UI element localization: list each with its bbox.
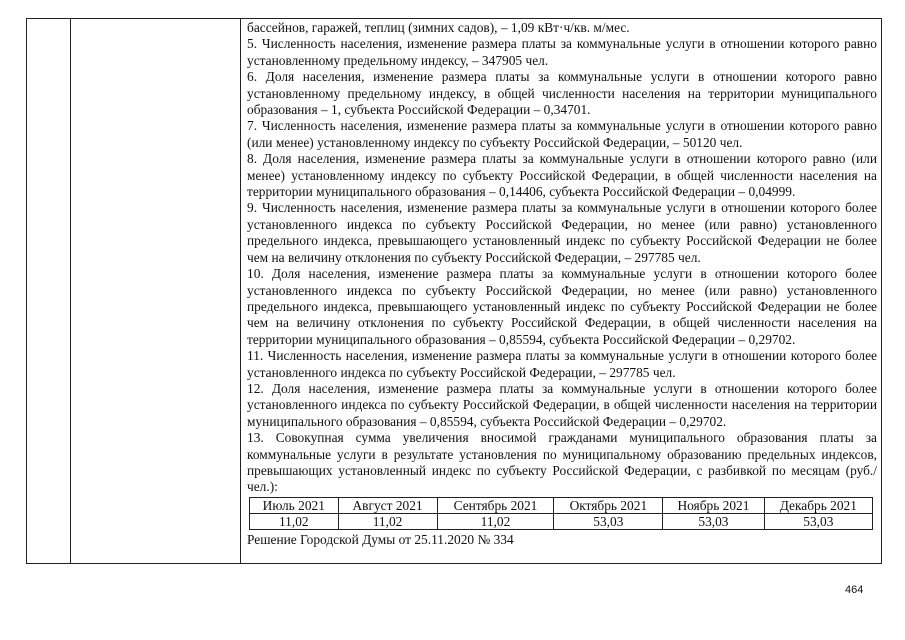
table-header-row: [250, 497, 873, 513]
table-header-cell: Июль 2021: [250, 497, 339, 513]
table-header-cell: Сентябрь 2021: [437, 497, 554, 513]
paragraph: 10. Доля населения, изменение размера платы за коммунальные услуги в отношении которого более установленного индекса по субъекту Российской Федерации, но менее (или равно) установленного предельного индекса, превышающего установленный индекс по субъекту Российской Федерации не более чем на величину отклонения по субъекту Российской Федерации, в общей численности населения на территории муниципального образования – 0,85594, субъекта Российской Федерации – 0,29702.: [247, 266, 877, 347]
table-cell: 11,02: [437, 513, 554, 529]
table-cell: 53,03: [663, 513, 764, 529]
paragraph: 11. Численность населения, изменение размера платы за коммунальные услуги в отношении которого более установленного индекса по субъекту Российской Федерации, – 297785 чел.: [247, 348, 877, 380]
document-table-frame: [26, 18, 882, 564]
paragraph: 9. Численность населения, изменение размера платы за коммунальные услуги в отношении которого более установленного индекса по субъекту Российской Федерации, но менее (или равно) установленного предельного индекса, превышающего установленный индекс по субъекту Российской Федерации не более чем на величину отклонения по субъекту Российской Федерации, – 297785 чел.: [247, 200, 877, 265]
table-header-cell: Декабрь 2021: [764, 497, 872, 513]
table-cell: 11,02: [250, 513, 339, 529]
page-number: 464: [845, 584, 864, 596]
paragraph: 13. Совокупная сумма увеличения вносимой гражданами муниципального образования платы за коммунальные услуги в результате установления по муниципальному образованию предельных индексов, превышающих установленный индекс по субъекту Российской Федерации, с разбивкой по месяцам (руб./чел.):: [247, 430, 877, 495]
paragraph: 8. Доля населения, изменение размера платы за коммунальные услуги в отношении которого равно (или менее) установленному индексу по субъекту Российской Федерации, в общей численности населения на территории муниципального образования – 0,14406, субъекта Российской Федерации – 0,04999.: [247, 151, 877, 200]
paragraph: бассейнов, гаражей, теплиц (зимних садов), – 1,09 кВт·ч/кв. м/мес.: [247, 20, 630, 35]
table-cell: 53,03: [554, 513, 663, 529]
table-header-cell: Август 2021: [338, 497, 437, 513]
paragraph: 5. Численность населения, изменение размера платы за коммунальные услуги в отношении которого равно установленному предельному индексу, – 347905 чел.: [247, 36, 877, 68]
decision-reference: Решение Городской Думы от 25.11.2020 № 334: [247, 531, 514, 547]
paragraph: 7. Численность населения, изменение размера платы за коммунальные услуги в отношении которого равно (или менее) установленному индексу по субъекту Российской Федерации, – 50120 чел.: [247, 118, 877, 150]
table-row: [250, 513, 873, 529]
table-header-cell: Ноябрь 2021: [663, 497, 764, 513]
table-cell: 11,02: [338, 513, 437, 529]
table-header-cell: Октябрь 2021: [554, 497, 663, 513]
monthly-amounts-table: [249, 497, 873, 530]
column-divider: [240, 19, 241, 563]
paragraph: 12. Доля населения, изменение размера платы за коммунальные услуги в отношении которого более установленного индекса по субъекту Российской Федерации, в общей численности населения на территории муниципального образования – 0,85594, субъекта Российской Федерации – 0,29702.: [247, 380, 877, 429]
document-content: [247, 20, 877, 548]
table-cell: 53,03: [764, 513, 872, 529]
column-divider: [70, 19, 71, 563]
paragraph: 6. Доля населения, изменение размера платы за коммунальные услуги в отношении которого равно установленному предельному индексу, в общей численности населения на территории муниципального образования – 1, субъекта Российской Федерации – 0,34701.: [247, 69, 877, 118]
